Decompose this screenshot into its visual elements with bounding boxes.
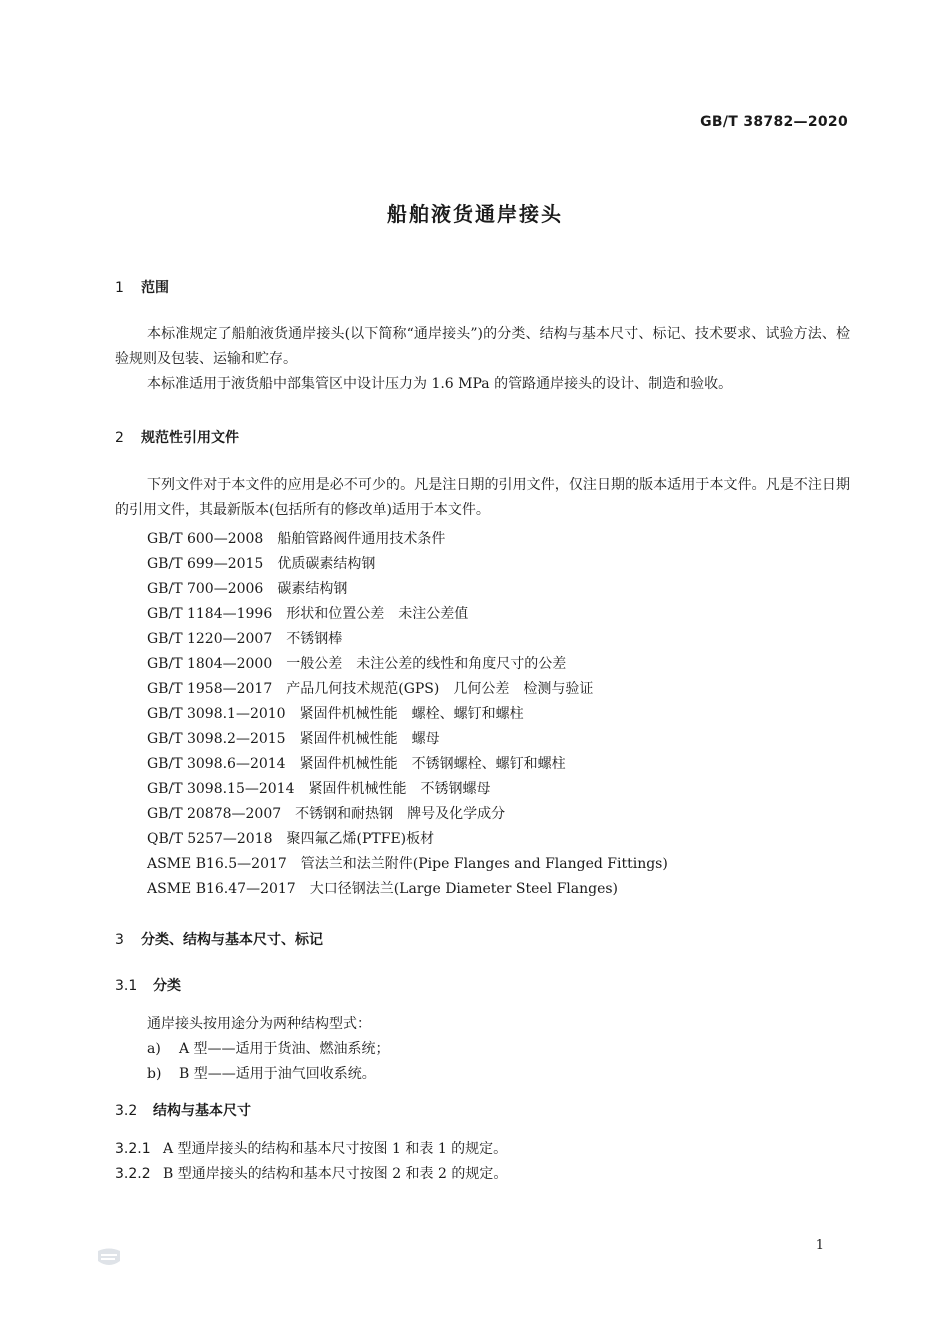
section-2-heading bbox=[115, 427, 239, 447]
reference-item bbox=[147, 528, 445, 548]
reference-code: ASME B16.47—2017 bbox=[147, 881, 296, 897]
reference-item bbox=[147, 578, 347, 598]
section-number: 3.2 bbox=[115, 1103, 138, 1119]
reference-item bbox=[147, 728, 440, 748]
section-2-intro: 下列文件对于本文件的应用是必不可少的。凡是注日期的引用文件，仅注日期的版本适用于本文件。凡是不注日期的引用文件，其最新版本(包括所有的修改单)适用于本文件。 bbox=[115, 477, 850, 518]
section-1-heading bbox=[115, 277, 169, 297]
reference-code: GB/T 1958—2017 bbox=[147, 681, 273, 697]
reference-code: GB/T 3098.2—2015 bbox=[147, 731, 286, 747]
section-1-paragraph: 本标准适用于液货船中部集管区中设计压力为 1.6 MPa 的管路通岸接头的设计、制造和验收。 bbox=[147, 376, 733, 392]
reference-code: GB/T 600—2008 bbox=[147, 531, 264, 547]
reference-title: 产品几何技术规范(GPS) 几何公差 检测与验证 bbox=[286, 681, 594, 697]
clause bbox=[115, 1163, 507, 1183]
section-3-1-heading bbox=[115, 975, 181, 995]
reference-code: GB/T 699—2015 bbox=[147, 556, 264, 572]
reference-item bbox=[147, 753, 566, 773]
reference-title: 聚四氟乙烯(PTFE)板材 bbox=[286, 831, 435, 847]
reference-item bbox=[147, 553, 375, 573]
reference-code: QB/T 5257—2018 bbox=[147, 831, 273, 847]
reference-code: GB/T 3098.1—2010 bbox=[147, 706, 286, 722]
clause bbox=[115, 1138, 507, 1158]
section-title: 规范性引用文件 bbox=[141, 430, 239, 446]
reference-title: 优质碳素结构钢 bbox=[277, 556, 376, 572]
reference-title: 不锈钢棒 bbox=[286, 631, 343, 647]
section-3-2-heading bbox=[115, 1100, 251, 1120]
reference-item bbox=[147, 803, 505, 823]
reference-item bbox=[147, 853, 668, 873]
reference-item bbox=[147, 703, 524, 723]
list-marker: a) bbox=[147, 1041, 161, 1057]
reference-code: GB/T 1804—2000 bbox=[147, 656, 273, 672]
reference-code: ASME B16.5—2017 bbox=[147, 856, 287, 872]
document-title: 船舶液货通岸接头 bbox=[387, 202, 563, 226]
section-number: 3 bbox=[115, 932, 124, 948]
list-marker: b) bbox=[147, 1066, 162, 1082]
clause-number: 3.2.1 bbox=[115, 1141, 151, 1157]
list-text: B 型——适用于油气回收系统。 bbox=[179, 1066, 376, 1082]
reference-title: 紧固件机械性能 不锈钢螺母 bbox=[308, 781, 491, 797]
reference-title: 一般公差 未注公差的线性和角度尺寸的公差 bbox=[286, 656, 567, 672]
section-3-heading bbox=[115, 929, 323, 949]
reference-item bbox=[147, 778, 491, 798]
section-number: 2 bbox=[115, 430, 124, 446]
reference-title: 不锈钢和耐热钢 牌号及化学成分 bbox=[295, 806, 506, 822]
reference-code: GB/T 1220—2007 bbox=[147, 631, 273, 647]
reference-title: 大口径钢法兰(Large Diameter Steel Flanges) bbox=[309, 881, 619, 897]
reference-code: GB/T 1184—1996 bbox=[147, 606, 273, 622]
list-item bbox=[147, 1063, 376, 1083]
reference-title: 紧固件机械性能 不锈钢螺栓、螺钉和螺柱 bbox=[299, 756, 566, 772]
reference-title: 紧固件机械性能 螺母 bbox=[299, 731, 440, 747]
list-item bbox=[147, 1038, 390, 1058]
reference-item bbox=[147, 603, 468, 623]
reference-item bbox=[147, 878, 618, 898]
reference-title: 形状和位置公差 未注公差值 bbox=[286, 606, 469, 622]
reference-item bbox=[147, 828, 434, 848]
reference-code: GB/T 3098.15—2014 bbox=[147, 781, 295, 797]
page-number: 1 bbox=[815, 1238, 824, 1253]
reference-item bbox=[147, 628, 342, 648]
reference-title: 碳素结构钢 bbox=[277, 581, 348, 597]
section-title: 结构与基本尺寸 bbox=[153, 1103, 251, 1119]
reference-title: 管法兰和法兰附件(Pipe Flanges and Flanged Fittings) bbox=[300, 856, 668, 872]
reference-title: 紧固件机械性能 螺栓、螺钉和螺柱 bbox=[299, 706, 524, 722]
reference-code: GB/T 700—2006 bbox=[147, 581, 264, 597]
standard-code: GB/T 38782—2020 bbox=[700, 114, 848, 130]
publisher-logo-icon bbox=[95, 1247, 123, 1269]
clause-text: B 型通岸接头的结构和基本尺寸按图 2 和表 2 的规定。 bbox=[163, 1166, 508, 1182]
reference-item bbox=[147, 678, 593, 698]
section-title: 分类、结构与基本尺寸、标记 bbox=[141, 932, 323, 948]
clause-text: A 型通岸接头的结构和基本尺寸按图 1 和表 1 的规定。 bbox=[163, 1141, 508, 1157]
reference-code: GB/T 20878—2007 bbox=[147, 806, 282, 822]
section-1-paragraph: 本标准规定了船舶液货通岸接头(以下简称“通岸接头”)的分类、结构与基本尺寸、标记、技术要求、试验方法、检验规则及包装、运输和贮存。 bbox=[115, 326, 850, 367]
section-number: 3.1 bbox=[115, 978, 138, 994]
classification-intro: 通岸接头按用途分为两种结构型式： bbox=[147, 1016, 371, 1032]
reference-code: GB/T 3098.6—2014 bbox=[147, 756, 286, 772]
section-title: 分类 bbox=[153, 978, 181, 994]
reference-item bbox=[147, 653, 566, 673]
clause-number: 3.2.2 bbox=[115, 1166, 151, 1182]
list-text: A 型——适用于货油、燃油系统； bbox=[179, 1041, 390, 1057]
section-title: 范围 bbox=[141, 280, 169, 296]
reference-title: 船舶管路阀件通用技术条件 bbox=[277, 531, 446, 547]
section-number: 1 bbox=[115, 280, 124, 296]
